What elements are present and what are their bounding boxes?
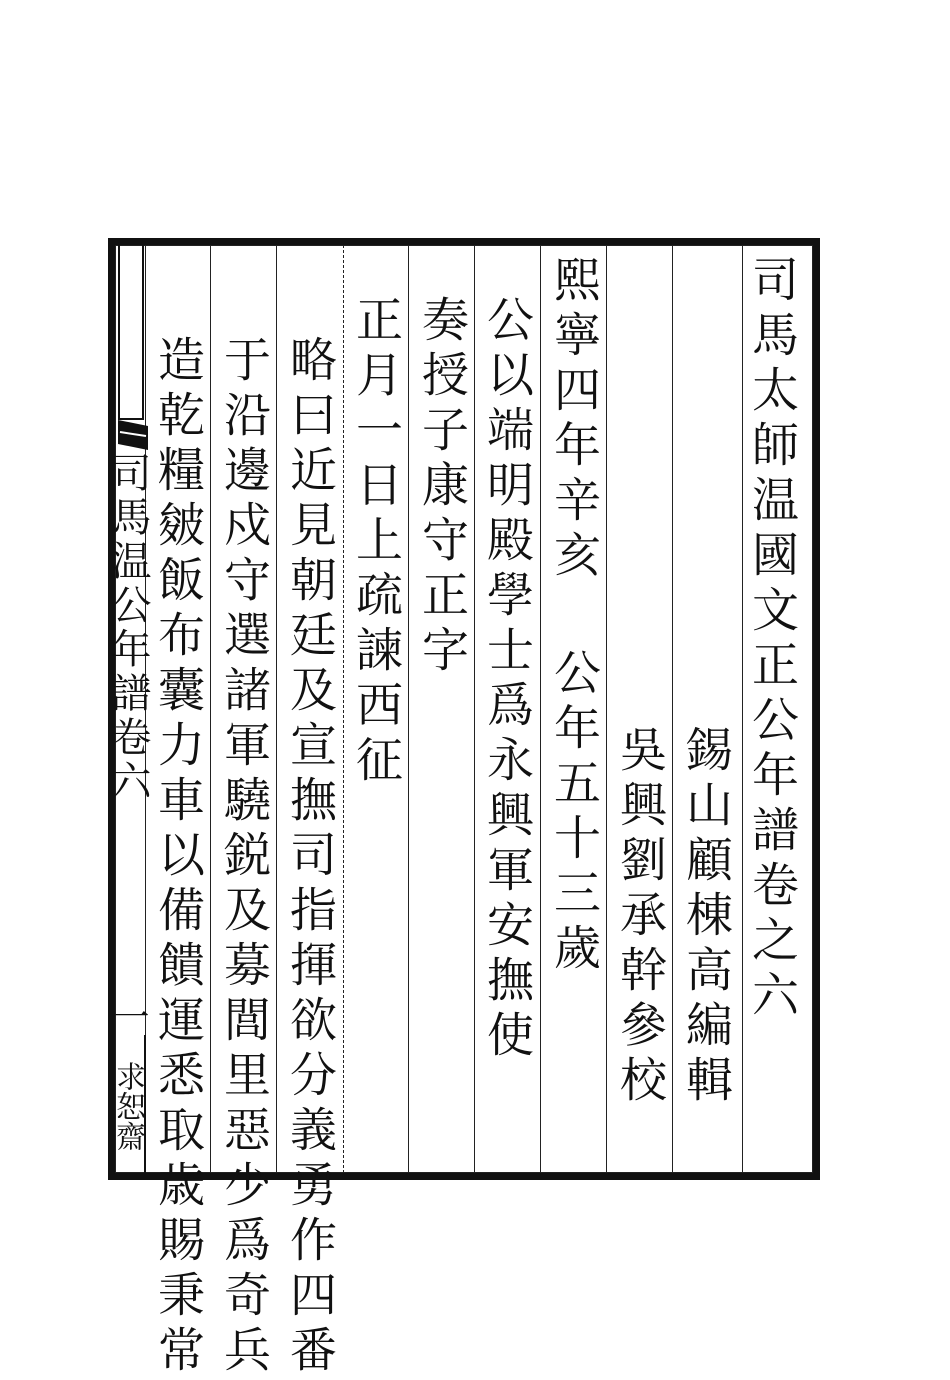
column-rule xyxy=(276,245,277,1173)
collator-credit: 吳興劉承幹參校 xyxy=(612,725,667,1110)
entry-son: 奏授子康守正字 xyxy=(414,295,469,680)
folio-number: 一 xyxy=(108,998,149,1034)
age-note: 公年五十三歲 xyxy=(546,648,601,978)
compiler-credit: 錫山顧棟高編輯 xyxy=(678,725,733,1110)
fishtail-mark-icon xyxy=(118,420,148,450)
quotation-line: 于沿邊戍守選諸軍驍鋭及募閭里惡少爲奇兵 xyxy=(216,335,271,1380)
column-rule xyxy=(343,245,344,1173)
entry-appointment: 公以端明殿學士爲永興軍安撫使 xyxy=(479,295,534,1065)
year-heading: 熙寧四年辛亥 xyxy=(546,255,601,585)
quotation-line: 造乾糧皴飯布囊力車以備饋運悉取歳賜秉常 xyxy=(150,335,205,1380)
column-rule xyxy=(606,245,607,1173)
volume-title: 司馬太師温國文正公年譜卷之六 xyxy=(744,255,799,1025)
quotation-line: 略曰近見朝廷及宣撫司指揮欲分義勇作四番 xyxy=(282,335,337,1380)
column-rule xyxy=(408,245,409,1173)
margin-box xyxy=(118,245,144,420)
column-rule xyxy=(210,245,211,1173)
running-title: 司馬温公年譜卷六 xyxy=(105,452,151,804)
column-rule xyxy=(540,245,541,1173)
column-rule xyxy=(474,245,475,1173)
entry-memorial: 正月一日上疏諫西征 xyxy=(348,295,403,790)
column-rule xyxy=(672,245,673,1173)
studio-name: 求恕齋 xyxy=(108,1035,146,1173)
column-rule xyxy=(742,245,743,1173)
